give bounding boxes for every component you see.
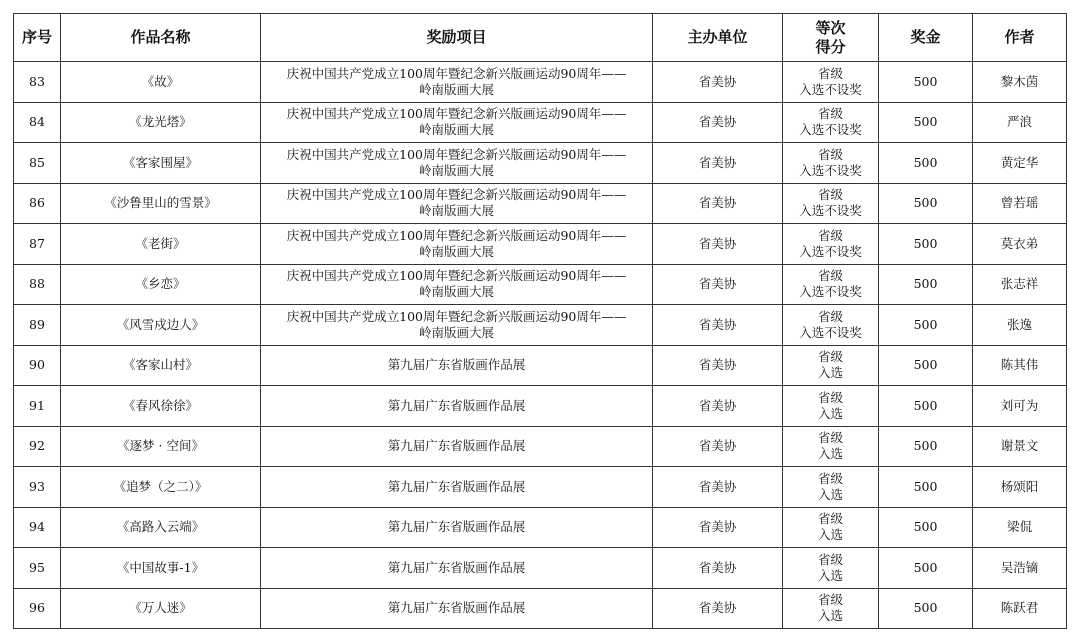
cell-prize: 500	[879, 345, 973, 386]
cell-level-line2: 入选不设奖	[799, 284, 862, 300]
cell-award-line1: 第九届广东省版画作品展	[387, 600, 526, 616]
cell-organizer: 省美协	[653, 386, 783, 427]
cell-index: 83	[14, 62, 61, 103]
cell-prize: 500	[879, 426, 973, 467]
cell-award-line2: 岭南版画大展	[418, 284, 494, 300]
cell-award-item	[261, 467, 653, 508]
cell-level-line2: 入选	[817, 446, 843, 462]
header-level-line2: 得分	[815, 37, 846, 56]
cell-prize: 500	[879, 264, 973, 305]
cell-level-line1: 省级	[817, 146, 843, 162]
cell-level	[783, 467, 879, 508]
cell-organizer: 省美协	[653, 305, 783, 346]
table-row	[14, 183, 1067, 224]
cell-level	[783, 426, 879, 467]
cell-organizer: 省美协	[653, 102, 783, 143]
cell-title: 《高路入云端》	[61, 507, 261, 548]
cell-title: 《老街》	[61, 224, 261, 265]
cell-title: 《龙光塔》	[61, 102, 261, 143]
cell-award-line1: 第九届广东省版画作品展	[387, 519, 526, 535]
cell-level-line1: 省级	[817, 430, 843, 446]
table-row	[14, 102, 1067, 143]
cell-award-line1: 庆祝中国共产党成立100周年暨纪念新兴版画运动90周年——	[286, 268, 627, 284]
cell-level-line2: 入选不设奖	[799, 81, 862, 97]
cell-prize: 500	[879, 548, 973, 589]
cell-organizer: 省美协	[653, 224, 783, 265]
cell-award-item	[261, 588, 653, 629]
header-organizer: 主办单位	[653, 14, 783, 62]
cell-prize: 500	[879, 143, 973, 184]
cell-author: 严浪	[973, 102, 1067, 143]
table-row	[14, 62, 1067, 103]
cell-level-line2: 入选	[817, 527, 843, 543]
cell-award-item	[261, 386, 653, 427]
cell-index: 91	[14, 386, 61, 427]
cell-level-line2: 入选不设奖	[799, 162, 862, 178]
cell-author: 莫衣弟	[973, 224, 1067, 265]
cell-award-line2: 岭南版画大展	[418, 162, 494, 178]
cell-award-item	[261, 548, 653, 589]
cell-organizer: 省美协	[653, 345, 783, 386]
cell-title: 《故》	[61, 62, 261, 103]
cell-level-line1: 省级	[817, 308, 843, 324]
cell-award-line1: 第九届广东省版画作品展	[387, 559, 526, 575]
cell-prize: 500	[879, 467, 973, 508]
cell-title: 《逐梦 · 空间》	[61, 426, 261, 467]
cell-award-item	[261, 224, 653, 265]
cell-level-line2: 入选不设奖	[799, 243, 862, 259]
table-row	[14, 548, 1067, 589]
cell-author: 杨颂阳	[973, 467, 1067, 508]
table-row	[14, 386, 1067, 427]
cell-award-item	[261, 264, 653, 305]
cell-award-line1: 庆祝中国共产党成立100周年暨纪念新兴版画运动90周年——	[286, 187, 627, 203]
cell-organizer: 省美协	[653, 143, 783, 184]
table-row	[14, 224, 1067, 265]
cell-organizer: 省美协	[653, 588, 783, 629]
cell-prize: 500	[879, 588, 973, 629]
cell-level-line2: 入选	[817, 365, 843, 381]
header-level-line1: 等次	[815, 18, 846, 37]
header-title: 作品名称	[61, 14, 261, 62]
cell-title: 《万人迷》	[61, 588, 261, 629]
cell-organizer: 省美协	[653, 183, 783, 224]
cell-title: 《追梦（之二）》	[61, 467, 261, 508]
cell-title: 《乡恋》	[61, 264, 261, 305]
cell-prize: 500	[879, 386, 973, 427]
cell-level-line1: 省级	[817, 349, 843, 365]
cell-award-line1: 庆祝中国共产党成立100周年暨纪念新兴版画运动90周年——	[286, 65, 627, 81]
cell-level	[783, 183, 879, 224]
cell-author: 陈跃君	[973, 588, 1067, 629]
cell-level-line2: 入选	[817, 608, 843, 624]
cell-prize: 500	[879, 224, 973, 265]
cell-award-line1: 庆祝中国共产党成立100周年暨纪念新兴版画运动90周年——	[286, 227, 627, 243]
cell-award-item	[261, 183, 653, 224]
cell-level-line2: 入选	[817, 405, 843, 421]
cell-level-line1: 省级	[817, 187, 843, 203]
cell-level-line1: 省级	[817, 551, 843, 567]
cell-level	[783, 143, 879, 184]
cell-author: 梁侃	[973, 507, 1067, 548]
cell-index: 94	[14, 507, 61, 548]
table-row	[14, 588, 1067, 629]
cell-award-line2: 岭南版画大展	[418, 324, 494, 340]
table-row	[14, 264, 1067, 305]
cell-index: 88	[14, 264, 61, 305]
cell-level	[783, 386, 879, 427]
cell-level	[783, 507, 879, 548]
cell-award-line1: 庆祝中国共产党成立100周年暨纪念新兴版画运动90周年——	[286, 106, 627, 122]
cell-prize: 500	[879, 305, 973, 346]
cell-author: 陈其伟	[973, 345, 1067, 386]
header-level	[783, 14, 879, 62]
cell-level	[783, 305, 879, 346]
cell-author: 张逸	[973, 305, 1067, 346]
cell-author: 黎木茵	[973, 62, 1067, 103]
header-award-item: 奖励项目	[261, 14, 653, 62]
cell-organizer: 省美协	[653, 426, 783, 467]
cell-title: 《客家山村》	[61, 345, 261, 386]
cell-award-item	[261, 507, 653, 548]
cell-award-line1: 第九届广东省版画作品展	[387, 397, 526, 413]
cell-award-line2: 岭南版画大展	[418, 203, 494, 219]
cell-prize: 500	[879, 507, 973, 548]
cell-level	[783, 102, 879, 143]
cell-award-line1: 第九届广东省版画作品展	[387, 478, 526, 494]
cell-organizer: 省美协	[653, 264, 783, 305]
table-row	[14, 426, 1067, 467]
cell-level	[783, 62, 879, 103]
cell-level-line2: 入选不设奖	[799, 122, 862, 138]
table-row	[14, 345, 1067, 386]
cell-title: 《春风徐徐》	[61, 386, 261, 427]
header-author: 作者	[973, 14, 1067, 62]
cell-award-line1: 第九届广东省版画作品展	[387, 438, 526, 454]
cell-title: 《客家围屋》	[61, 143, 261, 184]
cell-organizer: 省美协	[653, 548, 783, 589]
header-index: 序号	[14, 14, 61, 62]
cell-prize: 500	[879, 183, 973, 224]
cell-prize: 500	[879, 62, 973, 103]
cell-level-line1: 省级	[817, 268, 843, 284]
cell-index: 84	[14, 102, 61, 143]
cell-author: 吴浩镝	[973, 548, 1067, 589]
cell-award-line2: 岭南版画大展	[418, 243, 494, 259]
cell-level	[783, 345, 879, 386]
cell-award-line2: 岭南版画大展	[418, 81, 494, 97]
cell-author: 黄定华	[973, 143, 1067, 184]
cell-index: 96	[14, 588, 61, 629]
cell-index: 86	[14, 183, 61, 224]
cell-award-line1: 庆祝中国共产党成立100周年暨纪念新兴版画运动90周年——	[286, 146, 627, 162]
cell-award-line1: 庆祝中国共产党成立100周年暨纪念新兴版画运动90周年——	[286, 308, 627, 324]
header-prize: 奖金	[879, 14, 973, 62]
cell-index: 93	[14, 467, 61, 508]
cell-level-line1: 省级	[817, 470, 843, 486]
cell-level	[783, 588, 879, 629]
cell-index: 92	[14, 426, 61, 467]
cell-award-item	[261, 102, 653, 143]
cell-level-line1: 省级	[817, 227, 843, 243]
award-table	[13, 13, 1067, 629]
cell-organizer: 省美协	[653, 467, 783, 508]
cell-author: 刘可为	[973, 386, 1067, 427]
table-row	[14, 467, 1067, 508]
cell-title: 《沙鲁里山的雪景》	[61, 183, 261, 224]
cell-level-line1: 省级	[817, 592, 843, 608]
cell-index: 95	[14, 548, 61, 589]
cell-title: 《风雪戍边人》	[61, 305, 261, 346]
cell-index: 90	[14, 345, 61, 386]
cell-level-line2: 入选不设奖	[799, 324, 862, 340]
cell-level	[783, 264, 879, 305]
cell-index: 87	[14, 224, 61, 265]
cell-level-line1: 省级	[817, 511, 843, 527]
cell-award-item	[261, 143, 653, 184]
cell-author: 张志祥	[973, 264, 1067, 305]
cell-level-line2: 入选	[817, 567, 843, 583]
header-row	[14, 14, 1067, 62]
cell-award-item	[261, 62, 653, 103]
cell-level	[783, 224, 879, 265]
cell-award-item	[261, 305, 653, 346]
cell-organizer: 省美协	[653, 62, 783, 103]
cell-award-line1: 第九届广东省版画作品展	[387, 357, 526, 373]
cell-index: 85	[14, 143, 61, 184]
cell-level-line2: 入选	[817, 486, 843, 502]
cell-award-item	[261, 426, 653, 467]
table-row	[14, 507, 1067, 548]
cell-level-line1: 省级	[817, 65, 843, 81]
cell-index: 89	[14, 305, 61, 346]
cell-level-line1: 省级	[817, 389, 843, 405]
cell-organizer: 省美协	[653, 507, 783, 548]
cell-level-line2: 入选不设奖	[799, 203, 862, 219]
table-row	[14, 305, 1067, 346]
cell-author: 曾若瑶	[973, 183, 1067, 224]
cell-level	[783, 548, 879, 589]
cell-author: 谢景文	[973, 426, 1067, 467]
cell-award-item	[261, 345, 653, 386]
cell-prize: 500	[879, 102, 973, 143]
cell-title: 《中国故事-1》	[61, 548, 261, 589]
cell-award-line2: 岭南版画大展	[418, 122, 494, 138]
table-row	[14, 143, 1067, 184]
cell-level-line1: 省级	[817, 106, 843, 122]
